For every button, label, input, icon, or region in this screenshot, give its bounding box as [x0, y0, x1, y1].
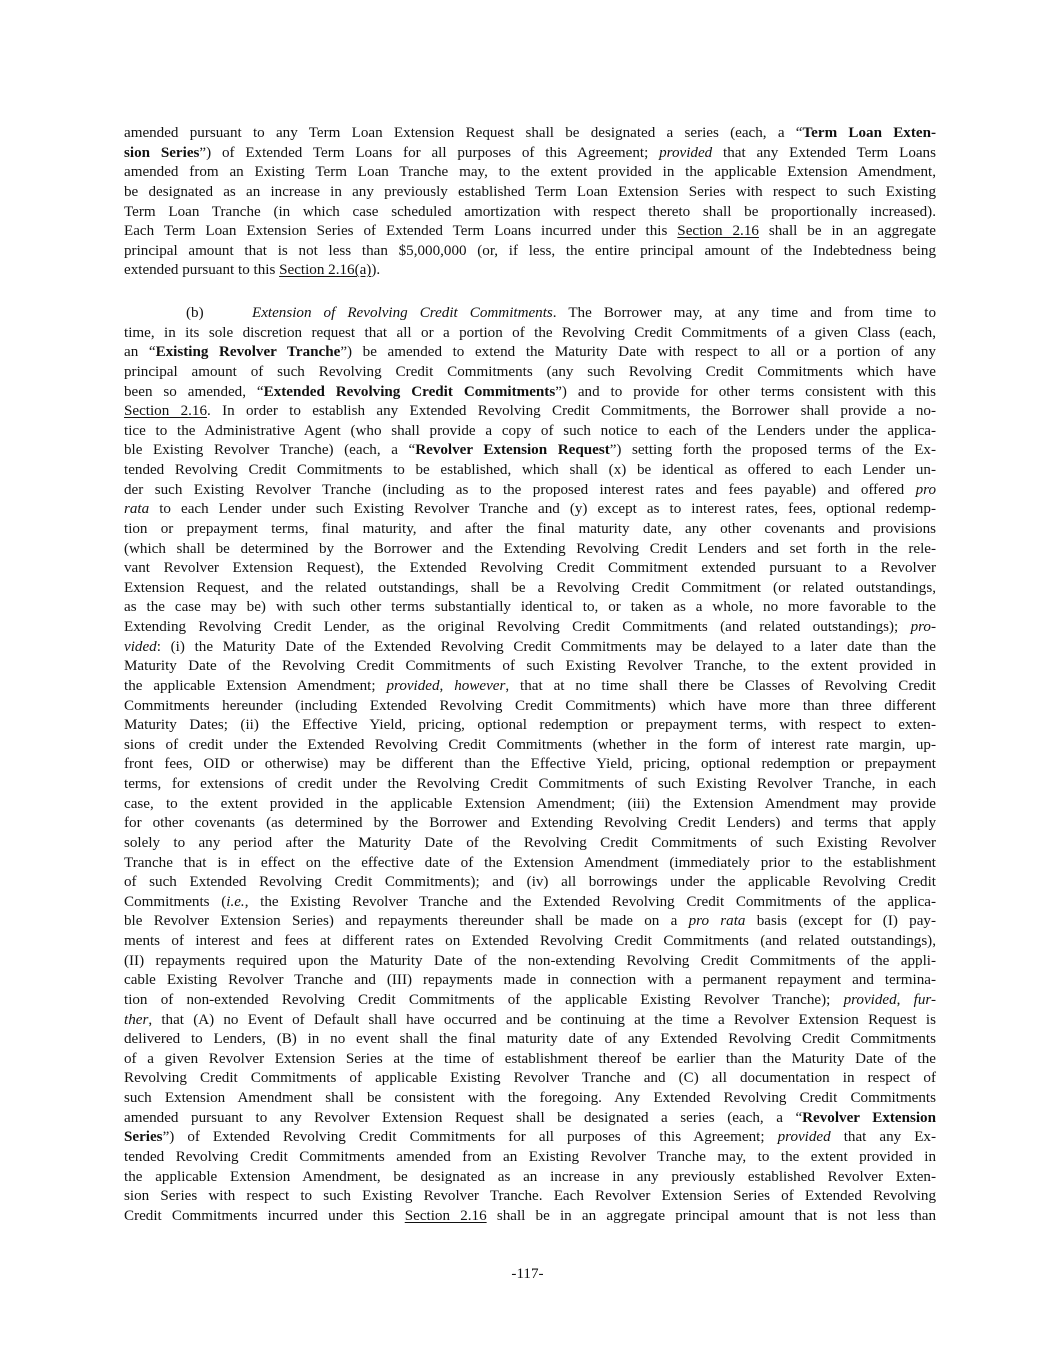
- text-line: amended from an Existing Term Loan Tranche may, to the extent provided in the applicable Extension Amendment,: [124, 164, 936, 181]
- page-number: -117-: [511, 1266, 544, 1282]
- text-line: Maturity Date of the Revolving Credit Commitments of such Existing Revolver Tranche, to the extent provided in: [124, 658, 936, 675]
- text-line: tion or prepayment terms, final maturity, and after the final maturity date, any other covenants and provisions: [124, 520, 936, 537]
- text-line: for other covenants (as determined by the Borrower and Extending Revolving Credit Lenders) and terms that apply: [124, 815, 936, 832]
- text-line: sion Series”) of Extended Term Loans for all purposes of this Agreement; provided that any Extended Term Loans: [124, 144, 936, 161]
- text-line: case, to the extent provided in the applicable Extension Amendment; (iii) the Extension Amendment may provide: [124, 795, 936, 812]
- defined-term: Series: [124, 1129, 163, 1146]
- text-line: tended Revolving Credit Commitments amended from an Existing Revolver Tranche may, to the extent provided in: [124, 1148, 936, 1165]
- text-line: of a given Revolver Extension Series at the time of establishment thereof be earlier than the Maturity Date of the: [124, 1050, 936, 1067]
- text-line: (which shall be determined by the Borrower and the Extending Revolving Credit Lenders and set forth in the rele-: [124, 540, 936, 557]
- text-line: Maturity Dates; (ii) the Effective Yield, pricing, optional redemption or prepayment terms, with respect to exten-: [124, 717, 936, 734]
- text-line: solely to any period after the Maturity Date of the Revolving Credit Commitments of such Existing Revolver: [124, 834, 936, 851]
- text-line: the applicable Extension Amendment; provided, however, that at no time shall there be Classes of Revolving Credit: [124, 677, 936, 694]
- text-line: front fees, OID or otherwise) may be different than the Effective Yield, pricing, optional redemption or prepayment: [124, 756, 936, 773]
- text-line: an “Existing Revolver Tranche”) be amended to extend the Maturity Date with respect to all or a portion of any: [124, 344, 936, 361]
- text-line: terms, for extensions of credit under the Revolving Credit Commitments of such Existing Revolver Tranche, in each: [124, 776, 936, 792]
- text-line: time, in its sole discretion request that all or a portion of the Revolving Credit Commitments of a given Class (each,: [124, 324, 936, 341]
- text-line: Term Loan Tranche (in which case scheduled amortization with respect thereto shall be proportionally increased).: [124, 203, 936, 220]
- text-line: Revolving Credit Commitments of applicable Existing Revolver Tranche and (C) all documentation in respect of: [124, 1070, 936, 1087]
- text-line: Tranche that is in effect on the effective date of the Extension Amendment (immediately prior to the establishment: [124, 854, 936, 871]
- section-reference: Section 2.16: [677, 223, 759, 240]
- text-line: ble Revolver Extension Series) and repayments thereunder shall be made on a pro rata basis (except for (I) pay-: [124, 913, 936, 930]
- text-line: Series”) of Extended Revolving Credit Commitments for all purposes of this Agreement; provided that any Ex-: [124, 1129, 936, 1146]
- defined-term: Extended Revolving Credit Commitments: [263, 383, 556, 400]
- text-line: tended Revolving Credit Commitments to be established, which shall (x) be identical as offered to each Lender un-: [124, 462, 936, 478]
- defined-term: Existing Revolver Tranche: [155, 344, 341, 361]
- text-line: ments of interest and fees at different rates on Extended Revolving Credit Commitments (and related outstandings),: [124, 933, 936, 949]
- text-line: sion Series with respect to such Existing Revolver Tranche. Each Revolver Extension Series of Extended Revolving: [124, 1188, 936, 1205]
- text-line: Credit Commitments incurred under this Section 2.16 shall be in an aggregate principal amount that is not less than: [124, 1207, 936, 1224]
- text-line: rata to each Lender under such Existing Revolver Tranche and (y) except as to interest rates, fees, optional redemp-: [124, 501, 936, 518]
- text-line: Each Term Loan Extension Series of Extended Term Loans incurred under this Section 2.16 shall be in an aggregate: [124, 223, 936, 240]
- defined-term: Term Loan Exten-: [802, 125, 936, 141]
- defined-term: Revolver Extension: [802, 1109, 937, 1126]
- clause-label: (b): [186, 305, 204, 321]
- text-line: vant Revolver Extension Request), the Extended Revolving Credit Commitment extended pursuant to a Revolver: [124, 560, 936, 577]
- text-line: sions of credit under the Extended Revolving Credit Commitments (whether in the form of interest rate margin, up-: [124, 736, 936, 753]
- defined-term: sion Series: [124, 144, 200, 161]
- text-line: amended pursuant to any Term Loan Extension Request shall be designated a series (each, a “Term Loan Exten-: [124, 125, 936, 141]
- text-line: extended pursuant to this Section 2.16(a)).: [124, 262, 381, 279]
- section-reference: Section 2.16: [124, 403, 208, 420]
- text-line: as the case may be) with such other terms substantially identical to, or taken as a whole, no more favorable to the: [124, 599, 936, 616]
- section-reference: Section 2.16(a): [279, 262, 372, 279]
- text-line: vided: (i) the Maturity Date of the Extended Revolving Credit Commitments may be delayed to a later date than the: [124, 638, 936, 655]
- text-line: ther, that (A) no Event of Default shall have occurred and be continuing at the time a Revolver Extension Request is: [124, 1011, 936, 1028]
- text-line: Section 2.16. In order to establish any Extended Revolving Credit Commitments, the Borrower shall provide a no-: [124, 403, 936, 420]
- text-line: such Extension Amendment shall be consistent with the foregoing. Any Extended Revolving Credit Commitments: [124, 1090, 936, 1106]
- text-line: Extending Revolving Credit Lender, as the original Revolving Credit Commitments (and related outstandings); pro-: [124, 619, 936, 635]
- defined-term: Revolver Extension Request: [415, 442, 610, 459]
- paragraph-a-continuation: [124, 124, 936, 281]
- text-line: tion of non-extended Revolving Credit Commitments of the applicable Existing Revolver Tranche); provided, fur-: [124, 991, 936, 1008]
- text-line: be designated as an increase in any previously established Term Loan Extension Series with respect to such Existing: [124, 183, 936, 200]
- text-line: Extension Request, and the related outstandings, shall be a Revolving Credit Commitment (or related outstandings,: [124, 579, 936, 596]
- text-line: principal amount of such Revolving Credit Commitments (any such Revolving Credit Commitments which have: [124, 363, 936, 380]
- text-line: tice to the Administrative Agent (who shall provide a copy of such notice to each of the Lenders under the applica-: [124, 422, 936, 439]
- clause-heading: Extension of Revolving Credit Commitments: [252, 305, 553, 321]
- text-line: Commitments (i.e., the Existing Revolver Tranche and the Extended Revolving Credit Commitments of the applica-: [124, 893, 937, 910]
- paragraph-b: [124, 304, 936, 1226]
- text-line: delivered to Lenders, (B) in no event shall the final maturity date of any Extended Revolving Credit Commitments: [124, 1031, 936, 1048]
- text-line: principal amount that is not less than $5,000,000 (or, if less, the entire principal amount of the Indebtedness being: [124, 242, 936, 259]
- text-line: der such Existing Revolver Tranche (including as to the proposed interest rates and fees payable) and offered pro: [124, 481, 936, 498]
- text-line: (b) Extension of Revolving Credit Commitments. The Borrower may, at any time and from time to: [124, 304, 936, 324]
- text-line: the applicable Extension Amendment, be designated as an increase in any previously established Revolver Exten-: [124, 1168, 936, 1185]
- text-line: been so amended, “Extended Revolving Credit Commitments”) and to provide for other terms consistent with this: [124, 383, 936, 400]
- text-line: (II) repayments required upon the Maturity Date of the non-extending Revolving Credit Commitments of the appli-: [124, 952, 936, 969]
- text-line: of such Extended Revolving Credit Commitments); and (iv) all borrowings under the applicable Revolving Credit: [124, 874, 936, 891]
- text-line: Commitments hereunder (including Extended Revolving Credit Commitments) which have more than three different: [124, 697, 936, 714]
- text-line: cable Existing Revolver Tranche and (III) repayments made in connection with a permanent repayment and termina-: [124, 972, 936, 989]
- section-reference: Section 2.16: [404, 1207, 487, 1224]
- text-line: amended pursuant to any Revolver Extension Request shall be designated a series (each, a “Revolver Extension: [124, 1109, 937, 1126]
- text-line: ble Existing Revolver Tranche) (each, a “Revolver Extension Request”) setting forth the proposed terms of the Ex-: [124, 442, 936, 459]
